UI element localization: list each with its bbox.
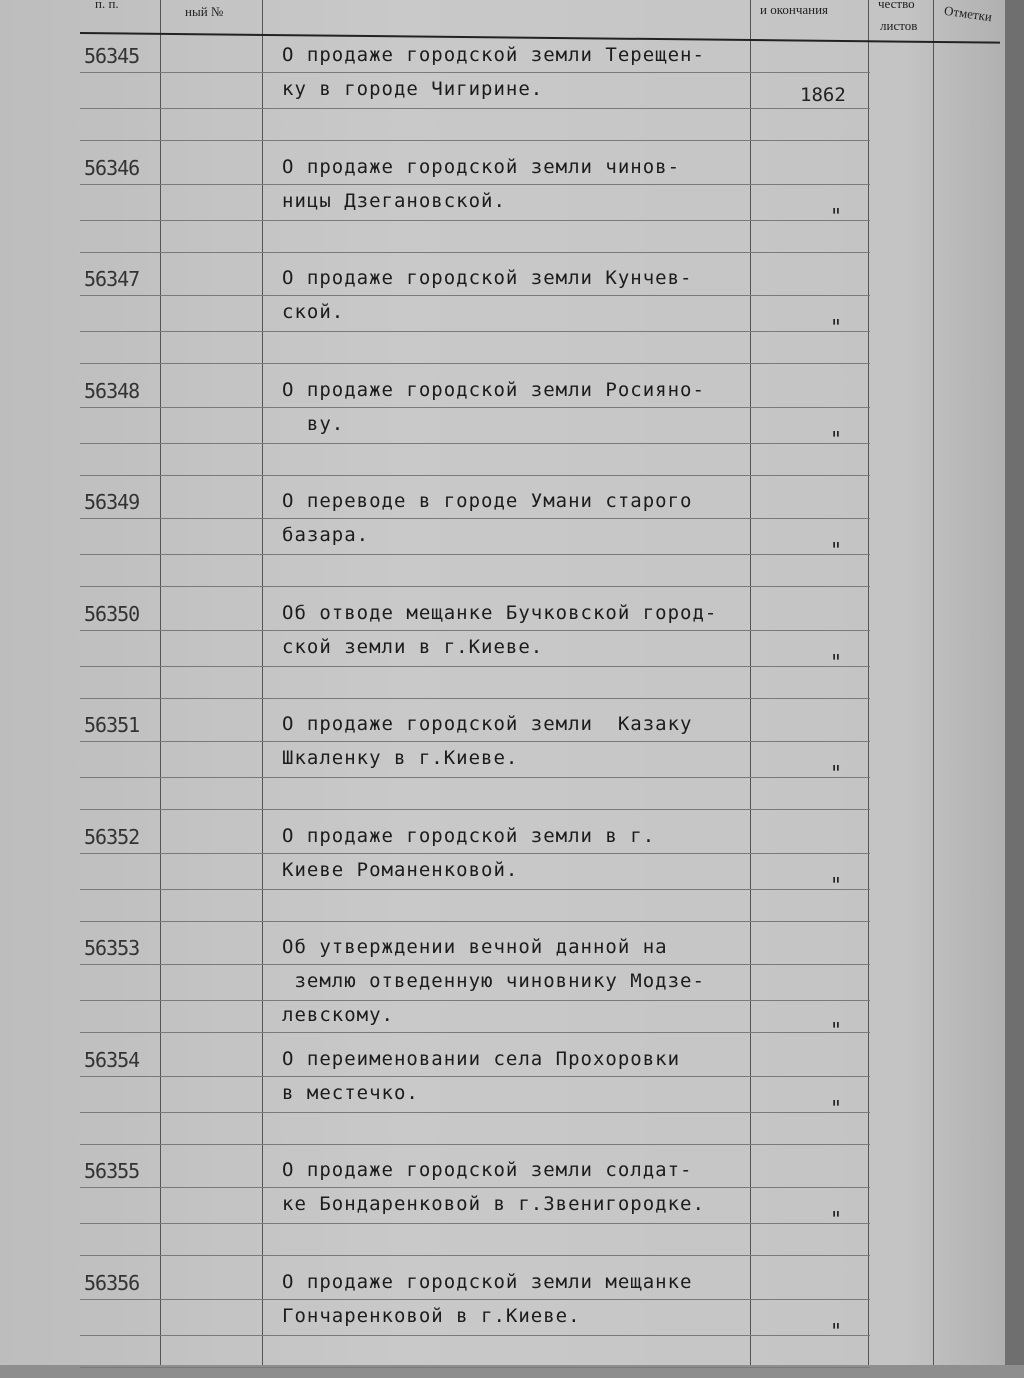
ruled-line <box>80 331 870 332</box>
ruled-line <box>80 1076 870 1077</box>
ruled-line <box>80 252 870 253</box>
entry-date: " <box>830 426 843 451</box>
entry-number: 56353 <box>84 936 140 960</box>
entry-title-line: Гончаренковой в г.Киеве. <box>282 1304 581 1327</box>
ruled-line <box>80 295 870 296</box>
entry-title-line: базара. <box>282 524 370 546</box>
ruled-line <box>80 964 870 965</box>
ruled-line <box>80 853 870 854</box>
ruled-line <box>80 220 870 221</box>
entry-title-line: О продаже городской земли Росияно- <box>282 378 705 401</box>
entry-title-line: О продаже городской земли в г. <box>282 824 656 847</box>
ruled-line <box>80 518 870 519</box>
entry-title-line: ке Бондаренковой в г.Звенигородке. <box>282 1193 705 1215</box>
ruled-line <box>80 1144 870 1145</box>
register-entry <box>0 1267 1005 1378</box>
ruled-line <box>80 1367 870 1368</box>
entry-number: 56356 <box>84 1270 140 1295</box>
register-entry <box>0 40 1005 151</box>
header-col-num: п. п. <box>95 0 119 11</box>
entry-title-line: ку в городе Чигирине. <box>282 78 544 100</box>
entry-title-line: Киеве Романенковой. <box>282 858 519 881</box>
entry-date: " <box>830 1207 843 1231</box>
ruled-line <box>80 1335 870 1336</box>
header-col-pages-1: чество <box>878 0 915 11</box>
entry-title-line: О продаже городской земли Кунчев- <box>282 267 693 289</box>
entry-title-line: ской земли в г.Киеве. <box>282 635 544 658</box>
entry-number: 56348 <box>84 378 140 403</box>
register-entry <box>0 1044 1005 1155</box>
ruled-line <box>80 809 870 810</box>
entry-title-line: ницы Дзегановской. <box>282 189 506 212</box>
ruled-line <box>80 443 870 444</box>
entry-title-line: О продаже городской земли мещанке <box>282 1270 693 1293</box>
entry-title-line: в местечко. <box>282 1081 419 1104</box>
ruled-line <box>80 1112 870 1113</box>
ruled-line <box>80 554 870 555</box>
ruled-line <box>80 741 870 742</box>
ruled-line <box>80 698 870 699</box>
entry-date: " <box>830 538 843 562</box>
entry-date: " <box>830 872 843 897</box>
entry-title-line: О переводе в городе Умани старого <box>282 490 693 512</box>
ruled-line <box>80 1000 870 1001</box>
entry-title-line: Шкаленку в г.Киеве. <box>282 747 519 769</box>
register-entry <box>0 598 1005 709</box>
entry-number: 56347 <box>84 267 140 291</box>
entry-title-line: землю отведенную чиновнику Модзе- <box>282 970 705 992</box>
entry-date: " <box>830 1095 843 1120</box>
entry-number: 56346 <box>84 155 140 180</box>
entry-number: 56349 <box>84 490 140 514</box>
entry-number: 56351 <box>84 713 140 737</box>
entry-title-line: О продаже городской земли Терещен- <box>282 44 705 66</box>
ruled-line <box>80 1187 870 1188</box>
register-entry <box>0 821 1005 932</box>
ruled-line <box>80 72 870 73</box>
ruled-line <box>80 921 870 922</box>
entry-title-line: Об утверждении вечной данной на <box>282 936 668 958</box>
entry-title-line: левскому. <box>282 1004 394 1026</box>
ruled-line <box>80 1255 870 1256</box>
ruled-line <box>80 1223 870 1224</box>
entry-number: 56352 <box>84 824 140 849</box>
header-col-dates: и окончания <box>760 2 829 17</box>
header-col-archive: ный № <box>185 4 224 19</box>
ruled-line <box>80 1299 870 1300</box>
ruled-line <box>80 108 870 109</box>
register-entry <box>0 375 1005 486</box>
register-entry <box>0 152 1005 263</box>
ruled-line <box>80 630 870 631</box>
header-col-notes: Отметки <box>943 2 993 25</box>
entry-title-line: О продаже городской земли Казаку <box>282 713 693 735</box>
entry-title-line: О переименовании села Прохоровки <box>282 1047 681 1070</box>
register-entry <box>0 486 1005 597</box>
ruled-line <box>80 889 870 890</box>
register-entry <box>0 709 1005 820</box>
entry-date: " <box>830 1018 843 1042</box>
entry-title-line: Об отводе мещанке Бучковской город- <box>282 601 718 624</box>
entry-date: " <box>830 1318 843 1343</box>
ruled-line <box>80 777 870 778</box>
register-entry <box>0 932 1005 1043</box>
entry-title-line: О продаже городской земли чинов- <box>282 155 681 178</box>
entry-number: 56350 <box>84 601 140 626</box>
entry-number: 56345 <box>84 44 140 68</box>
entry-number: 56355 <box>84 1159 140 1183</box>
entry-date: " <box>830 315 843 339</box>
entry-number: 56354 <box>84 1047 140 1072</box>
entry-date: " <box>830 203 843 228</box>
ruled-line <box>80 475 870 476</box>
ruled-line <box>80 140 870 141</box>
ruled-line <box>80 407 870 408</box>
register-entry <box>0 1155 1005 1266</box>
ruled-line <box>80 363 870 364</box>
entry-title-line: ву. <box>282 412 345 435</box>
entry-date: " <box>830 761 843 785</box>
page-edge <box>1005 0 1024 1365</box>
ruled-line <box>80 586 870 587</box>
entry-title-line: ской. <box>282 301 345 323</box>
ruled-line <box>80 184 870 185</box>
entry-title-line: О продаже городской земли солдат- <box>282 1159 693 1181</box>
header-col-pages-2: листов <box>880 18 918 33</box>
ruled-line <box>80 1032 870 1033</box>
entry-date: " <box>830 649 843 674</box>
entry-date: 1862 <box>800 84 846 106</box>
register-entry <box>0 263 1005 374</box>
ruled-line <box>80 666 870 667</box>
